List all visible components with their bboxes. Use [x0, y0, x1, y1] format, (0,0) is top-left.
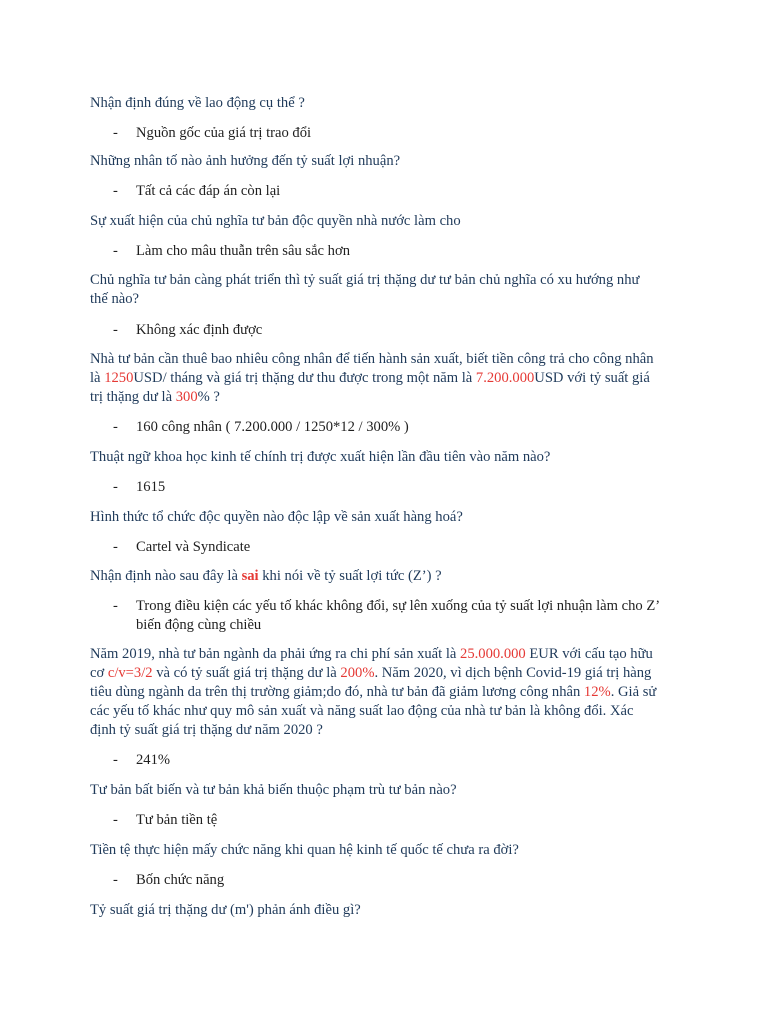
question-5-line-1: Nhà tư bản cần thuê bao nhiêu công nhân để tiến hành sản xuất, biết tiền công trả cho công nhân	[90, 351, 654, 367]
question-5-line-2	[90, 369, 690, 388]
question-9-line-2	[90, 664, 690, 683]
question-9-line-1	[90, 645, 690, 664]
bullet-dash: -	[113, 419, 118, 435]
answer-text-line-1: Trong điều kiện các yếu tố khác không đổi, sự lên xuống của tỷ suất lợi nhuận làm cho Z’	[136, 598, 661, 614]
bullet-dash: -	[113, 183, 118, 199]
text-run: . Năm 2020, vì dịch bệnh Covid-19 giá trị hàng	[374, 665, 652, 681]
text-run: là	[90, 370, 105, 386]
answer-text: Bốn chức năng	[136, 872, 225, 888]
question-3: Sự xuất hiện của chủ nghĩa tư bản độc quyền nhà nước làm cho	[90, 213, 461, 229]
text-run: % ?	[197, 389, 220, 405]
answer-text: Tất cả các đáp án còn lại	[136, 183, 281, 199]
question-1: Nhận định đúng về lao động cụ thể ?	[90, 95, 305, 111]
highlight-value: 1250	[104, 370, 134, 386]
answer-text-line-2: biến động cùng chiều	[136, 617, 262, 633]
answer-5	[113, 418, 673, 437]
highlight-value: 12%	[583, 684, 611, 700]
highlight-value: 25.000.000	[460, 646, 526, 662]
answer-text: 241%	[136, 752, 171, 768]
answer-text: 160 công nhân ( 7.200.000 / 1250*12 / 300% )	[136, 419, 409, 435]
question-6: Thuật ngữ khoa học kinh tế chính trị được xuất hiện lần đầu tiên vào năm nào?	[90, 449, 551, 465]
text-run: USD với tỷ suất giá	[534, 370, 650, 386]
bullet-dash: -	[113, 539, 118, 555]
answer-text: Nguồn gốc của giá trị trao đổi	[136, 125, 312, 141]
answer-11	[113, 871, 673, 890]
bullet-dash: -	[113, 752, 118, 768]
text-run: EUR với cấu tạo hữu	[525, 646, 653, 662]
question-5-line-3	[90, 388, 690, 407]
text-run: khi nói về tỷ suất lợi tức (Z’) ?	[258, 568, 442, 584]
bullet-dash: -	[113, 322, 118, 338]
text-run: Nhận định nào sau đây là	[90, 568, 242, 584]
question-10: Tư bản bất biến và tư bản khả biến thuộc phạm trù tư bản nào?	[90, 782, 457, 798]
answer-8	[113, 597, 673, 616]
highlight-value: 300	[175, 389, 198, 405]
answer-text: Tư bản tiền tệ	[136, 812, 218, 828]
answer-3	[113, 242, 673, 261]
highlight-value: 200%	[340, 665, 375, 681]
answer-text: Cartel và Syndicate	[136, 539, 251, 555]
answer-text: Làm cho mâu thuẫn trên sâu sắc hơn	[136, 243, 350, 259]
question-12: Tỷ suất giá trị thặng dư (m') phản ánh điều gì?	[90, 902, 361, 918]
text-run: trị thặng dư là	[90, 389, 176, 405]
text-run: Năm 2019, nhà tư bản ngành da phải ứng ra chi phí sản xuất là	[90, 646, 461, 662]
highlight-value: c/v=3/2	[107, 665, 153, 681]
text-run: cơ	[90, 665, 108, 681]
answer-2	[113, 182, 673, 201]
answer-1	[113, 124, 673, 143]
bullet-dash: -	[113, 598, 118, 614]
bullet-dash: -	[113, 812, 118, 828]
emphasis-word: sai	[241, 568, 259, 584]
question-2: Những nhân tố nào ảnh hưởng đến tỷ suất lợi nhuận?	[90, 153, 401, 169]
answer-4	[113, 321, 673, 340]
answer-10	[113, 811, 673, 830]
answer-text: Không xác định được	[136, 322, 263, 338]
question-9-line-4: các yếu tố khác như quy mô sản xuất và năng suất lao động của nhà tư bản là không đổi. Xác	[90, 703, 634, 719]
text-run: USD/ tháng và giá trị thặng dư thu được trong một năm là	[133, 370, 476, 386]
answer-7	[113, 538, 673, 557]
bullet-dash: -	[113, 243, 118, 259]
answer-text: 1615	[136, 479, 166, 495]
question-8	[90, 567, 690, 586]
text-run: và có tỷ suất giá trị thặng dư là	[152, 665, 341, 681]
bullet-dash: -	[113, 872, 118, 888]
answer-6	[113, 478, 673, 497]
bullet-dash: -	[113, 479, 118, 495]
question-9-line-5: định tỷ suất giá trị thặng dư năm 2020 ?	[90, 722, 323, 738]
bullet-dash: -	[113, 125, 118, 141]
question-4-line-1: Chủ nghĩa tư bản càng phát triển thì tỷ suất giá trị thặng dư tư bản chủ nghĩa có xu hướng như	[90, 272, 640, 288]
question-9-line-3	[90, 683, 690, 702]
question-4-line-2: thế nào?	[90, 291, 140, 307]
question-7: Hình thức tổ chức độc quyền nào độc lập về sản xuất hàng hoá?	[90, 509, 463, 525]
answer-9	[113, 751, 673, 770]
highlight-value: 7.200.000	[475, 370, 535, 386]
text-run: tiêu dùng ngành da trên thị trường giảm;do đó, nhà tư bản đã giảm lương công nhân	[90, 684, 584, 700]
question-11: Tiền tệ thực hiện mấy chức năng khi quan hệ kinh tế quốc tế chưa ra đời?	[90, 842, 519, 858]
answer-8-continued	[113, 616, 673, 635]
text-run: . Giả sử	[610, 684, 657, 700]
